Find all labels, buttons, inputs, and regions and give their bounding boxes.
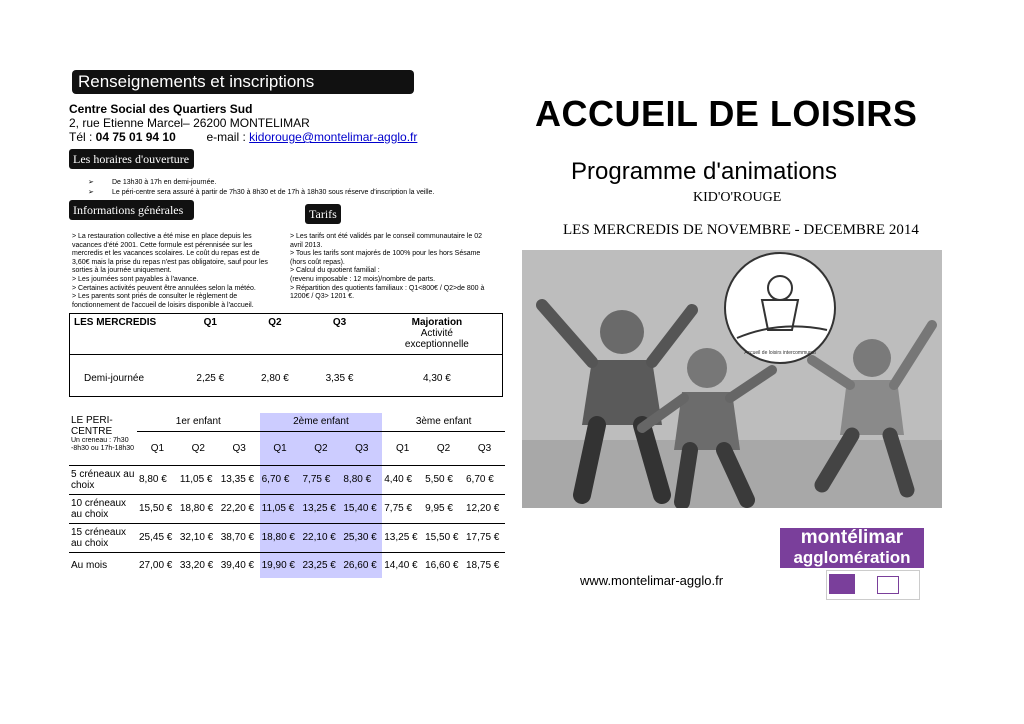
q-header: Q1 bbox=[260, 431, 301, 465]
group-3eme-enfant: 3ème enfant bbox=[415, 416, 472, 428]
mercredis-q3: Q3 bbox=[332, 317, 347, 328]
children-photo bbox=[522, 250, 942, 508]
email-link[interactable]: kidorouge@montelimar-agglo.fr bbox=[249, 130, 418, 144]
tel-label: Tél : bbox=[69, 130, 96, 144]
partner-logos bbox=[826, 570, 920, 600]
org-name: Centre Social des Quartiers Sud bbox=[69, 102, 253, 116]
children-jumping-illustration bbox=[522, 250, 942, 508]
table-row: 5 créneaux au choix 8,80 € 11,05 € 13,35 € 6,70 € 7,75 € 8,80 € 4,40 € 5,50 € 6,70 € bbox=[69, 465, 505, 494]
peri-title-cell: LE PERI-CENTRE Un creneau : 7h30 -8h30 ou 17h-18h30 bbox=[71, 415, 135, 452]
demi-journee-label: Demi-journée bbox=[84, 372, 145, 384]
majoration-header: Majoration Activité exceptionnelle bbox=[404, 317, 469, 350]
tarifs-tag: Tarifs bbox=[305, 204, 341, 224]
montelimar-agglo-logo: montélimar agglomération bbox=[780, 528, 924, 568]
q-header: Q2 bbox=[436, 442, 451, 454]
address: 2, rue Etienne Marcel– 26200 MONTELIMAR bbox=[69, 116, 310, 130]
arrow-bullet-icon: ➢ bbox=[88, 179, 94, 186]
q-header: Q2 bbox=[301, 431, 342, 465]
info-right-text: > Les tarifs ont été validés par le conseil communautaire le 02 avril 2013. > Tous les tarifs sont majorés de 100% pour les hors Sésame (hors coût repas). > Calcul du quotient familial : (revenu imposable : 12 mois)/nombre de parts. > Répartition des quotients familiaux : Q1<800€ / Q2>de 800 à 1200€ / Q3> 1201 €. bbox=[290, 233, 485, 301]
hours-list bbox=[88, 178, 434, 198]
q-header: Q1 bbox=[150, 442, 165, 454]
price-cell: 4,30 € bbox=[422, 372, 451, 384]
mercredis-table bbox=[69, 313, 503, 397]
kidorouge-label: KID'O'ROUGE bbox=[693, 190, 782, 205]
group-1er-enfant: 1er enfant bbox=[175, 416, 221, 428]
price-cell: 2,80 € bbox=[260, 372, 289, 384]
table-row: 15 créneaux au choix 25,45 € 32,10 € 38,70 € 18,80 € 22,10 € 25,30 € 13,25 € 15,50 € 17,75 € bbox=[69, 523, 505, 552]
mercredis-header: LES MERCREDIS bbox=[74, 317, 157, 328]
hours-item: ➢ De 13h30 à 17h en demi-journée. bbox=[88, 179, 217, 186]
main-title: ACCUEIL DE LOISIRS bbox=[535, 93, 918, 134]
mercredis-q2: Q2 bbox=[268, 317, 282, 328]
q-header: Q3 bbox=[232, 442, 246, 454]
q-header: Q3 bbox=[477, 442, 492, 454]
logo-text: Accueil de loisirs intercommunal bbox=[744, 350, 816, 356]
hours-item: ➢ Le péri-centre sera assuré à partir de 7h30 à 8h30 et de 17h à 18h30 sous réserve d'inscription la veille. bbox=[88, 189, 435, 196]
montelimar-seal-icon bbox=[829, 574, 855, 594]
mercredis-q1: Q1 bbox=[203, 317, 217, 328]
email-label: e-mail : bbox=[206, 130, 250, 144]
hours-tag: Les horaires d'ouverture bbox=[69, 149, 194, 169]
website-link[interactable]: www.montelimar-agglo.fr bbox=[580, 573, 724, 588]
price-cell: 3,35 € bbox=[325, 372, 354, 384]
q-header: Q1 bbox=[396, 442, 410, 454]
info-tag: Informations générales bbox=[69, 200, 194, 220]
q-header: Q2 bbox=[191, 442, 205, 454]
table-row: 10 créneaux au choix 15,50 € 18,80 € 22,20 € 11,05 € 13,25 € 15,40 € 7,75 € 9,95 € 12,20 € bbox=[69, 494, 505, 523]
phone-email-line bbox=[69, 130, 417, 144]
group-2eme-enfant: 2ème enfant bbox=[260, 413, 383, 431]
arrow-bullet-icon: ➢ bbox=[88, 189, 94, 196]
table-row: Au mois 27,00 € 33,20 € 39,40 € 19,90 € 23,25 € 26,60 € 14,40 € 16,60 € 18,75 € bbox=[69, 552, 505, 578]
peri-centre-table bbox=[69, 413, 505, 578]
contact-block bbox=[69, 102, 417, 144]
q-header: Q3 bbox=[341, 431, 382, 465]
tel-number: 04 75 01 94 10 bbox=[95, 130, 176, 144]
info-left-text: > La restauration collective a été mise en place depuis les vacances d'été 2001. Cette formule est pérennisée sur les mercredis et les vacances scolaires. Le coût du repas est de 3,60€ mais la prise du repas n'est pas obligatoire, sauf pour les sorties à la journée uniquement. > Les journées sont payables à l'avance. > Certaines activités peuvent être annulées selon la météo. > Les parents sont priés de consulter le règlement de fonctionnement de l'accueil de loisirs disponible à l'accueil. bbox=[72, 233, 268, 309]
price-cell: 2,25 € bbox=[196, 372, 225, 384]
section-title-bar: Renseignements et inscriptions bbox=[72, 70, 414, 94]
partner-icon bbox=[877, 576, 899, 594]
programme-subtitle: Programme d'animations bbox=[571, 158, 838, 185]
dates-label: LES MERCREDIS DE NOVEMBRE - DECEMBRE 2014 bbox=[563, 222, 919, 238]
